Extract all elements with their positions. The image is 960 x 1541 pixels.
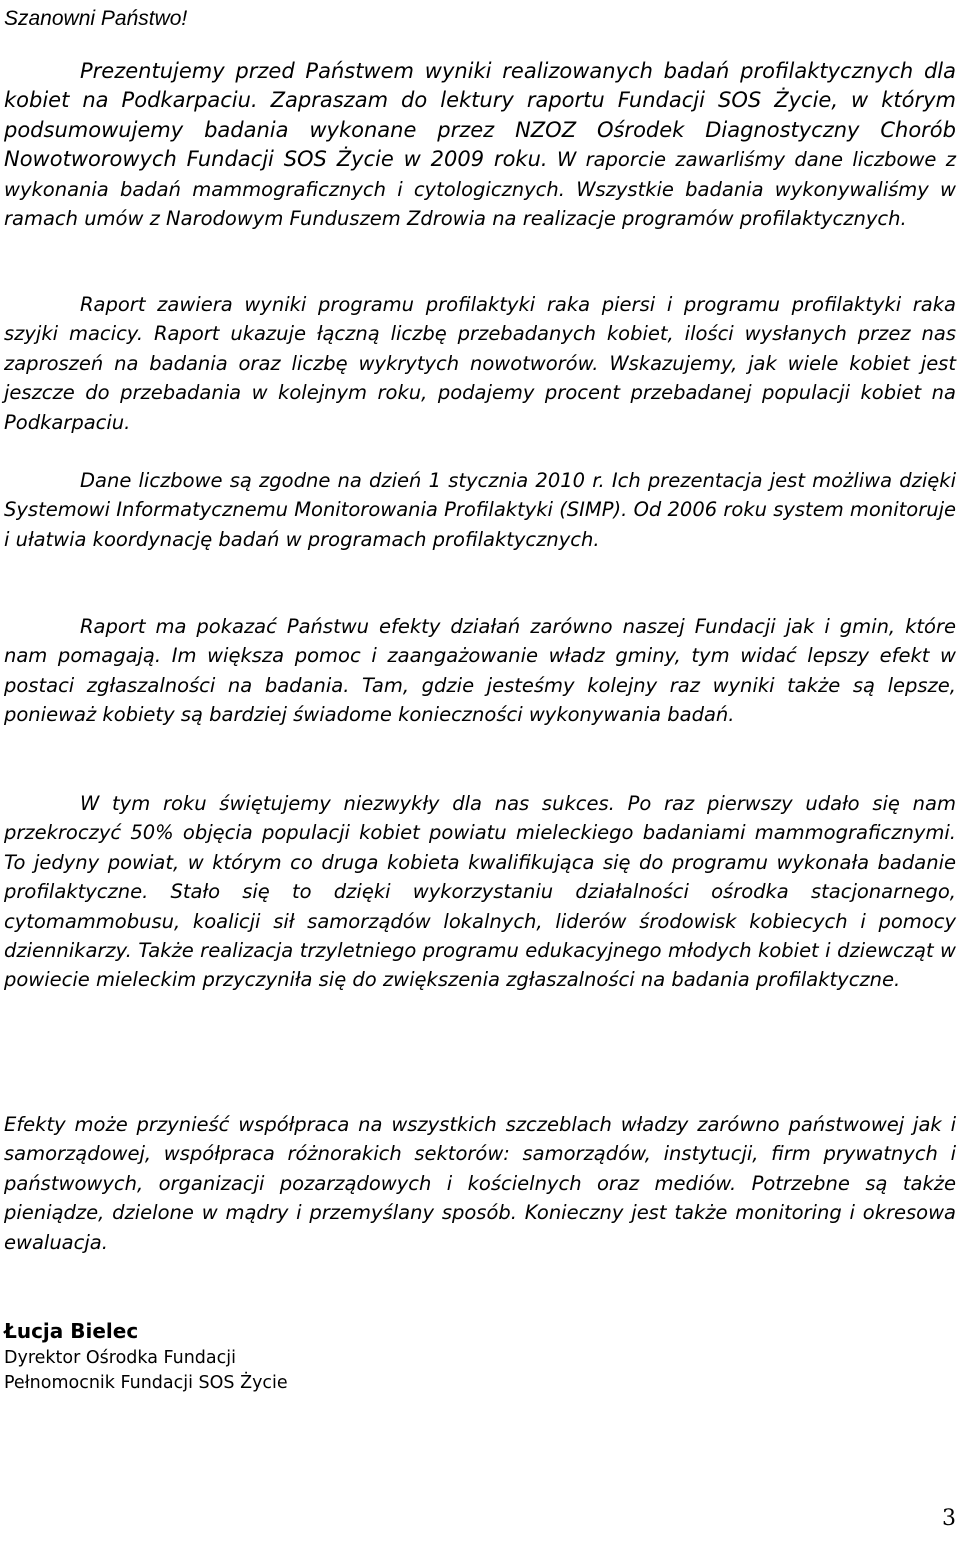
signature-block: [4, 1316, 288, 1396]
simp-text: Ich prezentacja jest możliwa dzięki Systemowi Informatycznemu Monitorowania Profilaktyki (SIMP).: [4, 469, 956, 522]
scope-text: Raport zawiera wyniki programu profilaktyki raka piersi i programu profilaktyki raka szyjki macicy.: [4, 293, 956, 346]
paragraph-cooperation: [4, 1110, 956, 1257]
cooperation-text: Efekty może przynieść współpraca na wszystkich szczeblach władzy zarówno państwowej jak i samorządowej, współpraca różnorakich sektorów: samorządów, instytucji, firm prywatnych i państwowych, organizacji pozarządowych i kościelnych oraz mediów.: [4, 1113, 956, 1195]
since-2006-text: Od 2006 roku system monitoruje i ułatwia koordynację badań w programach profilaktycznych.: [4, 498, 956, 551]
support-text: Im większa pomoc i zaangażowanie władz gminy, tym widać lepszy efekt w postaci zgłaszalności na badania.: [4, 644, 957, 697]
signatory-name: Łucja Bielec: [4, 1319, 139, 1343]
money-text: Potrzebne są także pieniądze, dzielone w mądry i przemyślany sposób.: [4, 1171, 956, 1225]
signatory-title-line-1: Dyrektor Ośrodka Fundacji: [4, 1348, 236, 1368]
repeat-text: Tam, gdzie jesteśmy kolejny raz wyniki także są lepsze, ponieważ kobiety są bardziej świadome konieczności wykonywania badań.: [4, 673, 956, 727]
page-number: 3: [942, 1506, 956, 1531]
education-text: Także realizacja trzyletniego programu edukacyjnego młodych kobiet i dziewcząt w powiecie mieleckim przyczyniła się do zwiększenia zgłaszalności na badania profilaktyczne.: [4, 939, 957, 992]
coverage-text: Po raz pierwszy udało się nam przekroczyć 50% objęcia populacji kobiet powiatu mieleckiego badaniami mammograficznymi.: [4, 792, 956, 845]
greeting: Szanowni Państwo!: [4, 7, 188, 30]
paragraph-report-purpose: [4, 612, 956, 730]
only-county-text: To jedyny powiat, w którym co druga kobieta kwalifikująca się do programu wykonała badanie profilaktyczne.: [4, 850, 956, 904]
paragraph-success: [4, 789, 956, 995]
success-text: W tym roku świętujemy niezwykły dla nas sukces.: [80, 792, 615, 815]
counts-text: Raport ukazuje łączną liczbę przebadanych kobiet, ilości wysłanych przez nas zaproszeń na badania oraz liczbę wykrytych nowotworów.: [4, 322, 956, 375]
date-note-text: Dane liczbowe są zgodne na dzień 1 stycznia 2010 r.: [80, 469, 605, 492]
paragraph-report-scope: [4, 290, 956, 437]
nfz-note-text: Wszystkie badania wykonywaliśmy w ramach umów z Narodowym Funduszem Zdrowia na realizacje programów profilaktycznych.: [4, 177, 956, 231]
paragraph-data-source: [4, 466, 956, 554]
purpose-text: Raport ma pokazać Państwu efekty działań zarówno naszej Fundacji jak i gmin, które nam pomagają.: [4, 615, 956, 668]
monitoring-text: Konieczny jest także monitoring i okresowa ewaluacja.: [4, 1201, 956, 1254]
intro-text: Prezentujemy przed Państwem wyniki realizowanych badań profilaktycznych dla kobiet na Podkarpaciu. Zapraszam do lektury raportu Fundacji SOS Życie, w którym podsumowujemy badania wykonane przez NZOZ Ośrodek Diagnostyczny Chorób Nowotworowych Fundacji SOS Życie w 2009 roku.: [4, 59, 956, 172]
signatory-title-line-2: Pełnomocnik Fundacji SOS Życie: [4, 1373, 288, 1393]
paragraph-introduction: [4, 57, 956, 233]
thanks-text: Stało się to dzięki wykorzystaniu działalności ośrodka stacjonarnego, cytomammobusu, koalicji sił samorządów lokalnych, liderów środowisk kobiecych i pomocy dziennikarzy.: [4, 880, 956, 963]
data-note-text: W raporcie zawarliśmy dane liczbowe z wykonania badań mammograficznych i cytologicznych.: [4, 148, 957, 201]
remaining-text: Wskazujemy, jak wiele kobiet jest jeszcze do przebadania w kolejnym roku, podajemy procent przebadanej populacji kobiet na Podkarpaciu.: [4, 351, 956, 434]
